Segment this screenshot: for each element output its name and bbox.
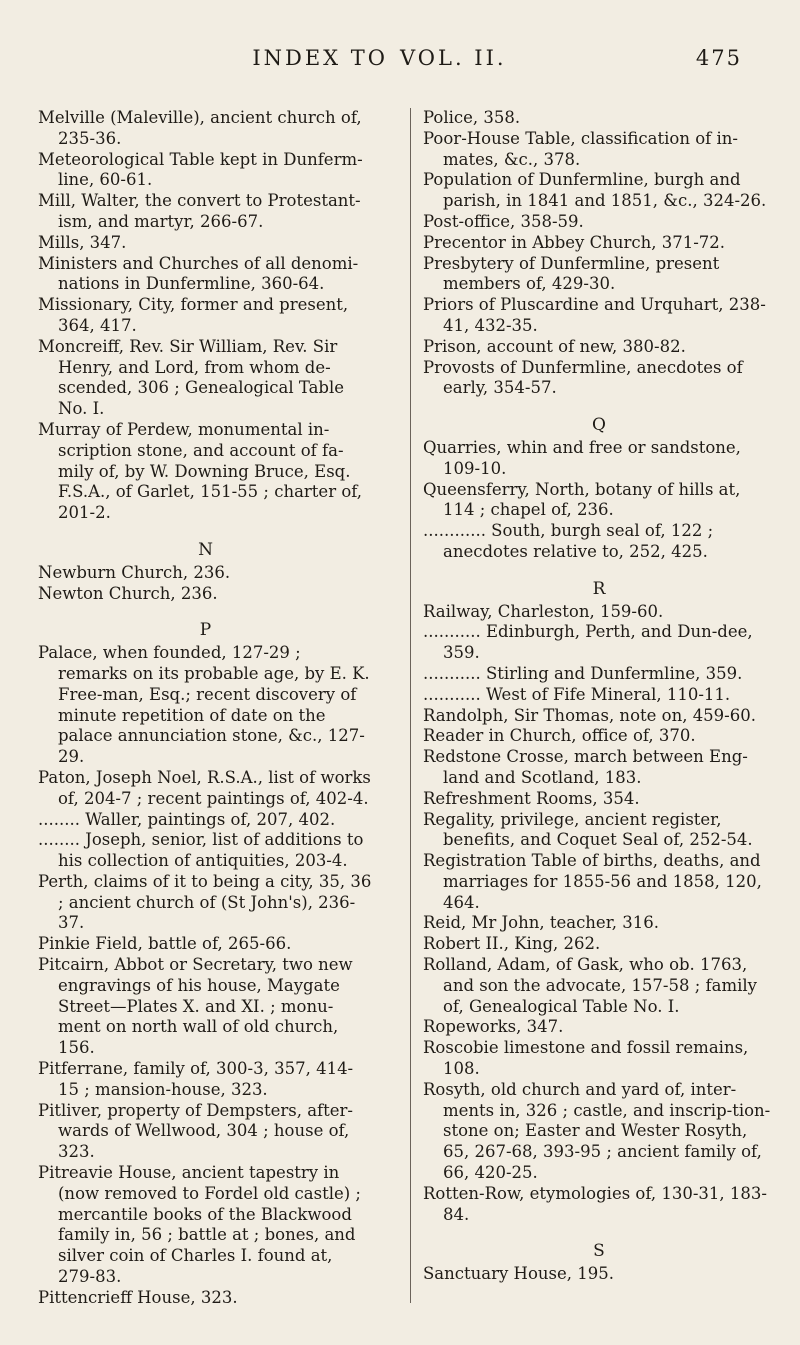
index-entry: Refreshment Rooms, 354. xyxy=(423,788,640,808)
right-column xyxy=(423,108,775,1285)
index-entry: Newton Church, 236. xyxy=(38,583,218,603)
index-entry: Registration Table of births, deaths, and marriages for 1855-56 and 1858, 120, 464. xyxy=(423,851,762,912)
index-entry: Palace, when founded, 127-29 ; remarks on its probable age, by E. K. Free-man, Esq.; recent discovery of minute repetition of date on the palace annunciation stone, &c., 127-29. xyxy=(38,643,370,767)
index-entry: ............ South, burgh seal of, 122 ; anecdotes relative to, 252, 425. xyxy=(423,521,714,561)
column-divider xyxy=(410,108,411,1303)
index-entry: ........ Joseph, senior, list of additions to his collection of antiquities, 203-4. xyxy=(38,830,364,871)
index-entry: Randolph, Sir Thomas, note on, 459-60. xyxy=(423,705,756,725)
index-entry: Prison, account of new, 380-82. xyxy=(423,336,686,356)
running-head xyxy=(0,46,800,86)
index-entry: Redstone Crosse, march between Eng-land and Scotland, 183. xyxy=(423,747,748,787)
index-entry: Pinkie Field, battle of, 265-66. xyxy=(38,934,292,954)
running-head-left: INDEX TO xyxy=(252,46,388,70)
running-head-right: VOL. II. xyxy=(400,46,507,70)
index-entry: Moncreiff, Rev. Sir William, Rev. Sir Henry, and Lord, from whom de-scended, 306 ; Genealogical Table No. I. xyxy=(38,336,345,419)
index-entry: Mill, Walter, the convert to Protestant-ism, and martyr, 266-67. xyxy=(38,191,361,231)
index-entry: Meteorological Table kept in Dunferm-line, 60-61. xyxy=(38,149,363,190)
section-letter-p: P xyxy=(199,620,212,641)
index-entry: Pitferrane, family of, 300-3, 357, 414-15 ; mansion-house, 323. xyxy=(38,1059,354,1099)
index-entry: Railway, Charleston, 159-60. xyxy=(423,601,664,621)
index-entry: Paton, Joseph Noel, R.S.A., list of works of, 204-7 ; recent paintings of, 402-4. xyxy=(38,767,371,808)
index-entry: Priors of Pluscardine and Urquhart, 238-41, 432-35. xyxy=(423,295,766,335)
index-entry: Population of Dunfermline, burgh and parish, in 1841 and 1851, &c., 324-26. xyxy=(423,170,767,211)
index-entry: Police, 358. xyxy=(423,108,521,127)
index-entry: Sanctuary House, 195. xyxy=(423,1264,614,1284)
section-letter-s: S xyxy=(593,1241,605,1262)
index-entry: Poor-House Table, classification of in-mates, &c., 378. xyxy=(423,128,738,169)
section-letter-n: N xyxy=(198,539,213,560)
index-entry: ........... Stirling and Dunfermline, 359. xyxy=(423,663,743,683)
index-entry: Pittencrieff House, 323. xyxy=(38,1287,238,1307)
left-column xyxy=(38,108,373,1309)
index-entry: ........... West of Fife Mineral, 110-11. xyxy=(423,684,731,704)
index-entry: Regality, privilege, ancient register, benefits, and Coquet Seal of, 252-54. xyxy=(423,809,753,850)
index-entry: Melville (Maleville), ancient church of, 235-36. xyxy=(38,108,362,148)
index-entry: Pitcairn, Abbot or Secretary, two new engravings of his house, Maygate Street—Plates X. and XI. ; monu-ment on north wall of old church, 156. xyxy=(38,955,353,1058)
index-entry: Ropeworks, 347. xyxy=(423,1017,564,1037)
index-entry: Reid, Mr John, teacher, 316. xyxy=(423,913,660,933)
index-entry: Pitreavie House, ancient tapestry in (now removed to Fordel old castle) ; mercantile books of the Blackwood family in, 56 ; battle at ; bones, and silver coin of Charles I. found at, 279-83. xyxy=(38,1163,361,1287)
index-entry: Quarries, whin and free or sandstone, 109-10. xyxy=(423,437,741,478)
index-entry: Newburn Church, 236. xyxy=(38,562,231,582)
index-entry: Mills, 347. xyxy=(38,232,127,252)
index-entry: Ministers and Churches of all denomi-nations in Dunfermline, 360-64. xyxy=(38,253,359,294)
page-number: 475 xyxy=(695,46,742,70)
index-entry: Provosts of Dunfermline, anecdotes of early, 354-57. xyxy=(423,357,743,398)
index-entry: Murray of Perdew, monumental in-scription stone, and account of fa-mily of, by W. Downing Bruce, Esq. F.S.A., of Garlet, 151-55 ; charter of, 201-2. xyxy=(38,419,363,523)
index-entry: Post-office, 358-59. xyxy=(423,211,584,231)
index-entry: Perth, claims of it to being a city, 35, 36 ; ancient church of (St John's), 236-37. xyxy=(38,871,372,933)
index-entry: Presbytery of Dunfermline, present members of, 429-30. xyxy=(423,253,720,294)
index-entry: Missionary, City, former and present, 364, 417. xyxy=(38,295,349,335)
index-entry: Rolland, Adam, of Gask, who ob. 1763, and son the advocate, 157-58 ; family of, Genealogical Table No. I. xyxy=(423,955,758,1016)
index-entry: Reader in Church, office of, 370. xyxy=(423,726,696,746)
section-letter-r: R xyxy=(592,578,606,599)
index-entry: Precentor in Abbey Church, 371-72. xyxy=(423,232,726,252)
index-entry: ........ Waller, paintings of, 207, 402. xyxy=(38,809,336,829)
index-entry: ........... Edinburgh, Perth, and Dun-dee, 359. xyxy=(423,622,753,663)
index-entry: Roscobie limestone and fossil remains, 108. xyxy=(423,1038,749,1079)
index-entry: Rotten-Row, etymologies of, 130-31, 183-84. xyxy=(423,1183,767,1224)
index-entry: Pitliver, property of Dempsters, after-wards of Wellwood, 304 ; house of, 323. xyxy=(38,1100,354,1162)
index-entry: Robert II., King, 262. xyxy=(423,934,601,954)
index-entry: Rosyth, old church and yard of, inter-ments in, 326 ; castle, and inscrip-tion-stone on; Easter and Wester Rosyth, 65, 267-68, 393-95 ; ancient family of, 66, 420-25. xyxy=(423,1079,771,1183)
index-entry: Queensferry, North, botany of hills at, 114 ; chapel of, 236. xyxy=(423,479,741,520)
section-letter-q: Q xyxy=(592,415,606,436)
